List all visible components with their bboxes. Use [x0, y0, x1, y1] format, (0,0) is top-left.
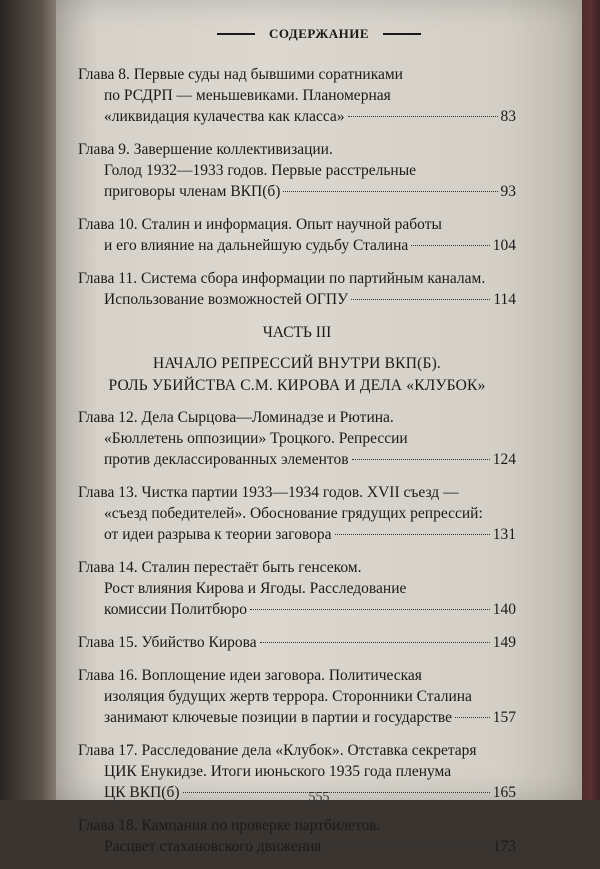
toc-entry-page-number: 104: [492, 237, 516, 254]
toc-entry-text: «съезд победителей». Обоснование грядущих репрессий:: [104, 505, 483, 522]
toc-entry-text: приговоры членам ВКП(б): [104, 183, 281, 200]
toc-entry-text: по РСДРП — меньшевиками. Планомерная: [104, 87, 391, 104]
page-number: 555: [308, 790, 330, 805]
page-title: СОДЕРЖАНИЕ: [268, 26, 370, 41]
toc-entry-page-number: 165: [492, 784, 516, 801]
toc-entry-page-number: 173: [492, 838, 516, 855]
dot-leader: [411, 245, 489, 246]
toc-entry-page-number: 131: [492, 526, 516, 543]
toc-entry-text: комиссии Политбюро: [104, 601, 248, 618]
dot-leader: [250, 609, 490, 610]
toc-entry-text: занимают ключевые позиции в партии и государстве: [104, 709, 452, 726]
dot-leader: [455, 717, 490, 718]
dot-leader: [348, 116, 498, 117]
page-header: [56, 26, 582, 42]
toc-entry: [78, 139, 516, 202]
toc-entry: [78, 815, 516, 857]
toc-entry-page-number: 93: [500, 183, 516, 200]
toc-entry-last-line: [78, 181, 516, 202]
toc-entry-text: ЦК ВКП(б): [104, 784, 180, 801]
part-title: [78, 353, 516, 397]
header-rule-right: [383, 33, 421, 35]
dot-leader: [352, 459, 490, 460]
toc-entry: [78, 268, 516, 310]
dot-leader: [324, 846, 489, 847]
toc-entry-text: против деклассированных элементов: [104, 451, 349, 468]
toc-entry-text: Глава 14. Сталин перестаёт быть генсеком.: [78, 559, 362, 576]
part-label: ЧАСТЬ III: [262, 324, 332, 341]
toc-entry-last-line: [78, 106, 516, 127]
toc-entry: [78, 632, 516, 653]
toc-entry: [78, 665, 516, 728]
dot-leader: [335, 534, 490, 535]
toc-entry: [78, 557, 516, 620]
toc-entry-last-line: [78, 836, 516, 857]
toc-entry-page-number: 83: [500, 108, 516, 125]
table-of-contents: [78, 64, 516, 869]
toc-entry-text: изоляция будущих жертв террора. Сторонники Сталина: [104, 688, 472, 705]
dot-leader: [351, 299, 490, 300]
toc-entry-text: от идеи разрыва к теории заговора: [104, 526, 332, 543]
toc-entry-last-line: [78, 599, 516, 620]
toc-entry-last-line: [78, 524, 516, 545]
toc-entry-text: Глава 11. Система сбора информации по партийным каналам.: [78, 270, 486, 287]
header-rule-left: [217, 33, 255, 35]
toc-entry-last-line: [78, 235, 516, 256]
toc-entry-text: Глава 15. Убийство Кирова: [78, 634, 257, 651]
toc-entry-text: «Бюллетень оппозиции» Троцкого. Репрессии: [104, 430, 408, 447]
toc-entry-text: Использование возможностей ОГПУ: [104, 291, 349, 308]
toc-entry-text: Голод 1932—1933 годов. Первые расстрельные: [104, 162, 416, 179]
toc-entry-page-number: 149: [492, 634, 516, 651]
toc-list-part-ii: [78, 64, 516, 310]
toc-entry-text: Глава 12. Дела Сырцова—Ломинадзе и Рютина.: [78, 409, 394, 426]
toc-entry-page-number: 114: [493, 291, 516, 308]
toc-entry-text: Глава 16. Воплощение идеи заговора. Политическая: [78, 667, 422, 684]
toc-entry-text: и его влияние на дальнейшую судьбу Сталина: [104, 237, 409, 254]
toc-entry: [78, 214, 516, 256]
toc-entry-last-line: [78, 707, 516, 728]
toc-entry-text: Глава 8. Первые суды над бывшими соратниками: [78, 66, 403, 83]
toc-entry-text: «ликвидация кулачества как класса»: [104, 108, 345, 125]
toc-entry-text: Расцвет стахановского движения: [104, 838, 322, 855]
toc-entry-text: Рост влияния Кирова и Ягоды. Расследование: [104, 580, 407, 597]
toc-entry-text: ЦИК Енукидзе. Итоги июньского 1935 года пленума: [104, 763, 452, 780]
toc-entry: [78, 482, 516, 545]
toc-entry: [78, 407, 516, 470]
toc-entry-text: Глава 18. Кампания по проверке партбилетов.: [78, 817, 381, 834]
toc-entry-text: Глава 13. Чистка партии 1933—1934 годов. XVII съезд —: [78, 484, 459, 501]
toc-entry-last-line: [78, 632, 516, 653]
dot-leader: [283, 191, 497, 192]
toc-entry-text: Глава 17. Расследование дела «Клубок». Отставка секретаря: [78, 742, 477, 759]
toc-entry-page-number: 124: [492, 451, 516, 468]
toc-entry-text: Глава 9. Завершение коллективизации.: [78, 141, 333, 158]
book-page: [56, 0, 582, 855]
dot-leader: [260, 642, 490, 643]
background-left: [0, 0, 58, 800]
toc-entry-text: Глава 10. Сталин и информация. Опыт научной работы: [78, 216, 442, 233]
toc-entry-last-line: [78, 289, 516, 310]
toc-entry-last-line: [78, 449, 516, 470]
toc-entry-page-number: 157: [492, 709, 516, 726]
part-title-line-1: НАЧАЛО РЕПРЕССИЙ ВНУТРИ ВКП(Б).: [152, 355, 442, 372]
toc-entry-page-number: 140: [492, 601, 516, 618]
part-title-line-2: РОЛЬ УБИЙСТВА С.М. КИРОВА И ДЕЛА «КЛУБОК»: [108, 377, 486, 394]
toc-entry: [78, 64, 516, 127]
